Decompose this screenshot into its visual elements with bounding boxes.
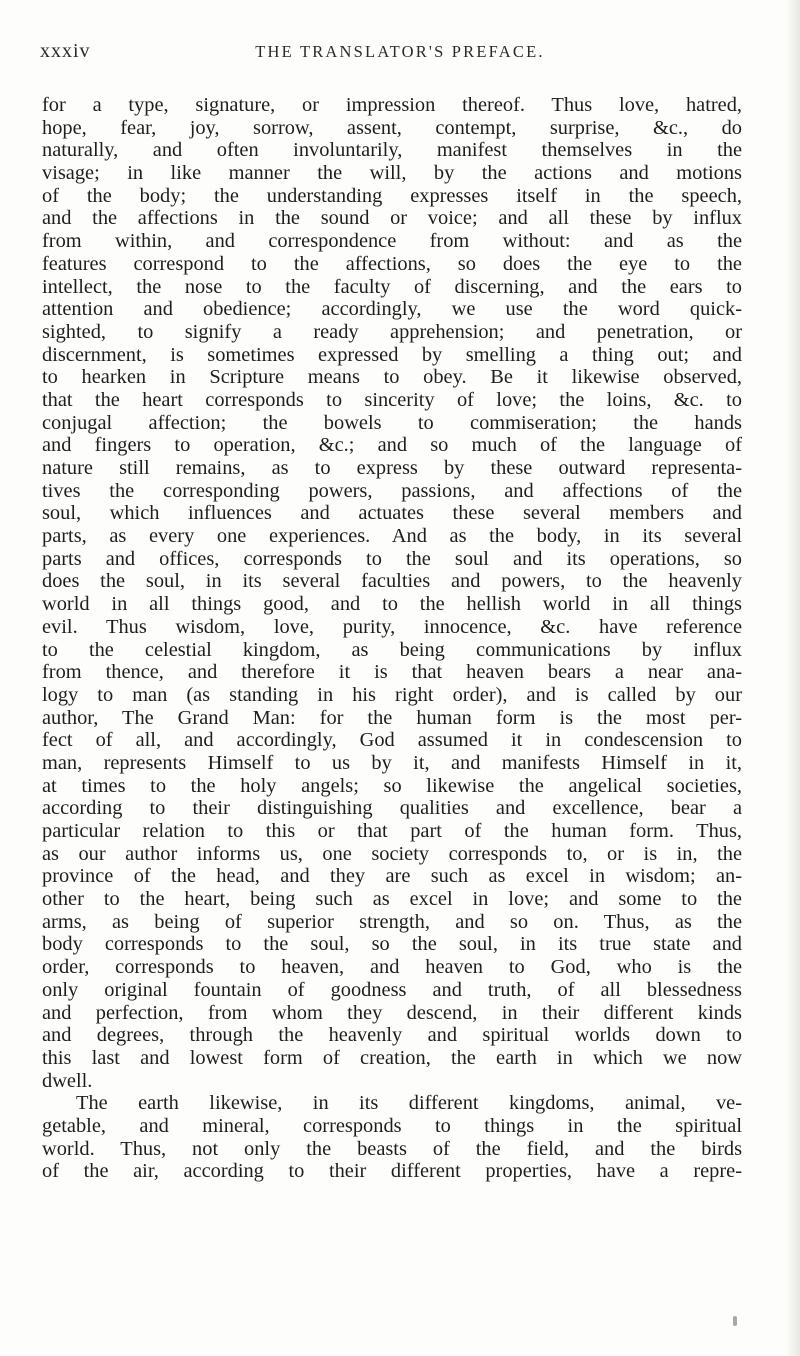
text-line: world. Thus, not only the beasts of the field, and the birds xyxy=(42,1137,742,1160)
text-line: body corresponds to the soul, so the soul, in its true state and xyxy=(42,933,742,956)
page-number: xxxiv xyxy=(40,40,91,62)
text-line: of the body; the understanding expresses itself in the speech, xyxy=(42,184,742,207)
running-head xyxy=(40,40,760,66)
text-line: parts, as every one experiences. And as the body, in its several xyxy=(42,525,742,548)
text-line: of the air, according to their different properties, have a repre- xyxy=(42,1160,742,1183)
text-line: particular relation to this or that part of the human form. Thus, xyxy=(42,820,742,842)
text-line: and perfection, from whom they descend, in their different kinds xyxy=(42,1001,742,1024)
text-line: world in all things good, and to the hellish world in all things xyxy=(42,593,742,616)
text-line: according to their distinguishing qualities and excellence, bear a xyxy=(42,797,742,820)
text-line: from within, and correspondence from without: and as the xyxy=(42,230,742,253)
text-line: The earth likewise, in its different kingdoms, animal, ve- xyxy=(76,1092,742,1115)
text-line: conjugal affection; the bowels to commiseration; the hands xyxy=(42,411,742,434)
text-line: province of the head, and they are such as excel in wisdom; an- xyxy=(42,865,742,888)
text-line: arms, as being of superior strength, and so on. Thus, as the xyxy=(42,910,742,933)
paragraph-2 xyxy=(42,1092,742,1183)
text-line: that the heart corresponds to sincerity of love; the loins, &c. to xyxy=(42,388,742,411)
running-title: THE TRANSLATOR'S PREFACE. xyxy=(255,42,545,61)
text-line: soul, which influences and actuates these several members and xyxy=(42,502,742,525)
text-line: other to the heart, being such as excel in love; and some to the xyxy=(42,888,742,911)
text-line: tives the corresponding powers, passions, and affections of the xyxy=(42,479,742,502)
text-line: attention and obedience; accordingly, we use the word quick- xyxy=(42,298,742,321)
text-line: man, represents Himself to us by it, and manifests Himself in it, xyxy=(42,751,742,774)
text-line: dwell. xyxy=(42,1069,93,1092)
page-edge-shadow xyxy=(786,0,800,1356)
text-line: and the affections in the sound or voice; and all these by influx xyxy=(42,207,742,230)
text-line: and degrees, through the heavenly and spiritual worlds down to xyxy=(42,1024,742,1047)
text-line: at times to the holy angels; so likewise the angelical societies, xyxy=(42,774,742,797)
text-line: discernment, is sometimes expressed by smelling a thing out; and xyxy=(42,343,742,366)
text-line: naturally, and often involuntarily, manifest themselves in the xyxy=(42,139,742,162)
body-text xyxy=(42,94,742,1183)
text-line: to hearken in Scripture means to obey. Be it likewise observed, xyxy=(42,366,742,389)
text-line: for a type, signature, or impression thereof. Thus love, hatred, xyxy=(42,94,742,116)
text-line: nature still remains, as to express by these outward representa- xyxy=(42,457,742,479)
text-line: does the soul, in its several faculties and powers, to the heavenly xyxy=(42,570,742,593)
text-line: order, corresponds to heaven, and heaven to God, who is the xyxy=(42,956,742,979)
text-line: evil. Thus wisdom, love, purity, innocence, &c. have reference xyxy=(42,615,742,638)
text-line: getable, and mineral, corresponds to things in the spiritual xyxy=(42,1114,742,1137)
text-line: hope, fear, joy, sorrow, assent, contempt, surprise, &c., do xyxy=(42,116,742,139)
text-line: features correspond to the affections, so does the eye to the xyxy=(42,252,742,275)
text-line: this last and lowest form of creation, the earth in which we now xyxy=(42,1046,742,1069)
text-line: logy to man (as standing in his right order), and is called by our xyxy=(42,683,742,706)
text-line: author, The Grand Man: for the human form is the most per- xyxy=(42,706,742,729)
text-line: parts and offices, corresponds to the soul and its operations, so xyxy=(42,547,742,570)
ink-speck xyxy=(733,1316,737,1326)
text-line: visage; in like manner the will, by the actions and motions xyxy=(42,162,742,185)
paragraph-1 xyxy=(42,94,742,1092)
text-line: intellect, the nose to the faculty of discerning, and the ears to xyxy=(42,275,742,298)
text-line: only original fountain of goodness and truth, of all blessedness xyxy=(42,978,742,1001)
text-line: to the celestial kingdom, as being communications by influx xyxy=(42,638,742,661)
text-line: fect of all, and accordingly, God assumed it in condescension to xyxy=(42,729,742,752)
text-line: from thence, and therefore it is that heaven bears a near ana- xyxy=(42,661,742,684)
text-line: sighted, to signify a ready apprehension; and penetration, or xyxy=(42,320,742,343)
text-line: as our author informs us, one society corresponds to, or is in, the xyxy=(42,842,742,865)
text-line: and fingers to operation, &c.; and so much of the language of xyxy=(42,434,742,457)
